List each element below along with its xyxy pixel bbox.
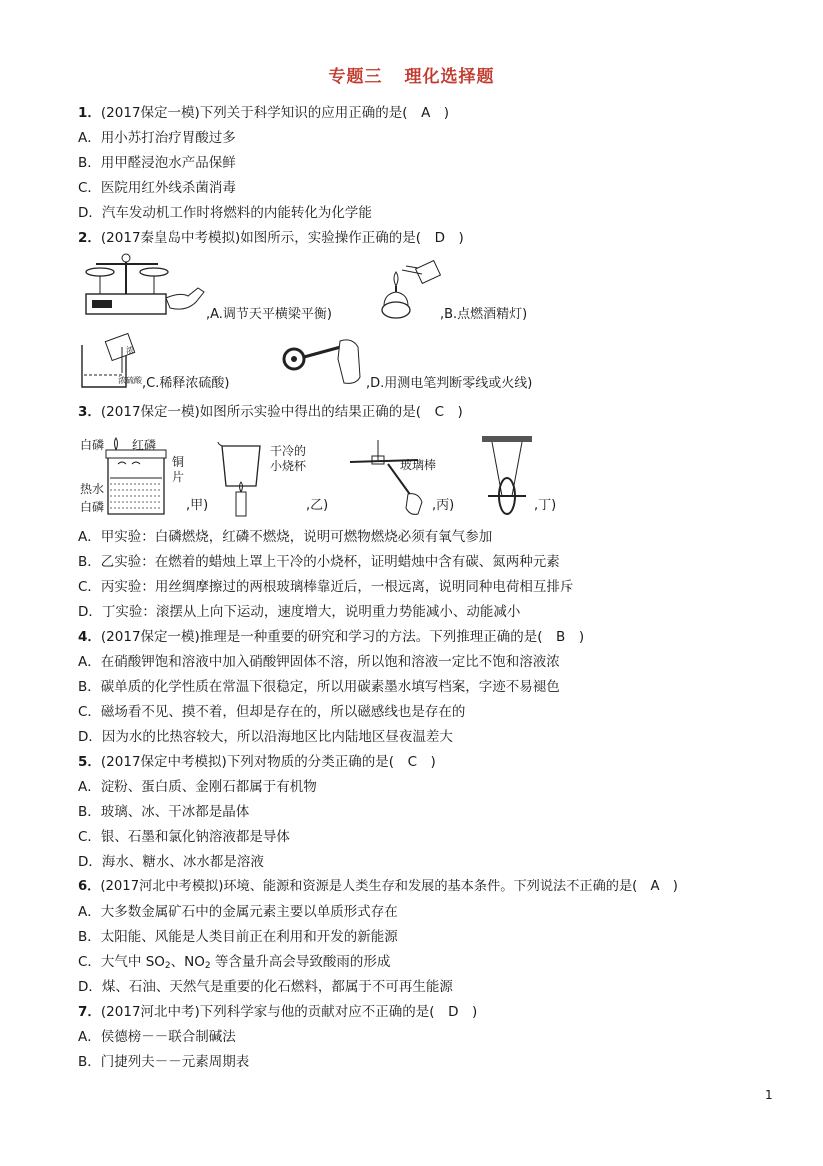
q3-option-a: A．甲实验：白磷燃烧，红磷不燃烧，说明可燃物燃烧必须有氧气参加 <box>78 529 493 545</box>
balance-figure <box>78 250 206 322</box>
question-6-stem: 6．(2017河北中考模拟)环境、能源和资源是人类生存和发展的基本条件。下列说法不正确的是( A ) <box>78 879 678 894</box>
dry-cold-label: 干冷的 <box>270 444 307 458</box>
q3-option-b: B．乙实验：在燃着的蜡烛上罩上干冷的小烧杯，证明蜡烛中含有碳、氮两种元素 <box>78 554 560 570</box>
q5-option-a: A．淀粉、蛋白质、金刚石都属于有机物 <box>78 779 317 795</box>
q3-caption-yi: ,乙) <box>306 498 329 513</box>
alcohol-lamp-figure <box>378 262 446 322</box>
question-2-stem: 2．(2017秦皇岛中考模拟)如图所示，实验操作正确的是( D ) <box>78 230 464 246</box>
q5-option-c: C．银、石墨和氯化钠溶液都是导体 <box>78 829 290 845</box>
q1-option-c: C．医院用红外线杀菌消毒 <box>78 180 236 196</box>
glass-rod-label: 玻璃棒 <box>400 458 437 472</box>
q4-option-b: B．碳单质的化学性质在常温下很稳定，所以用碳素墨水填写档案，字迹不易褪色 <box>78 679 560 695</box>
q1-option-b: B．用甲醛浸泡水产品保鲜 <box>78 155 236 171</box>
q3-caption-bing: ,丙) <box>432 498 455 513</box>
q6-option-a: A．大多数金属矿石中的金属元素主要以单质形式存在 <box>78 904 398 920</box>
q6-option-d: D．煤、石油、天然气是重要的化石燃料，都属于不可再生能源 <box>78 979 453 995</box>
water-label: 浓硫酸 <box>118 376 142 385</box>
test-pen-figure <box>282 335 372 391</box>
q3-caption-ding: ,丁) <box>534 498 557 513</box>
q5-option-b: B．玻璃、冰、干冰都是晶体 <box>78 804 250 820</box>
maxwell-wheel-figure <box>478 436 536 520</box>
q2-caption-a: ,A.调节天平横梁平衡) <box>206 307 333 322</box>
glass-rod-figure <box>346 440 436 518</box>
q3-caption-jia: ,甲) <box>186 498 209 513</box>
q4-option-d: D．因为水的比热容较大，所以沿海地区比内陆地区昼夜温差大 <box>78 729 453 745</box>
question-1-stem: 1．(2017保定一模)下列关于科学知识的应用正确的是( A ) <box>78 105 450 121</box>
q1-option-d: D．汽车发动机工作时将燃料的内能转化为化学能 <box>78 205 372 221</box>
q3-option-c: C．丙实验：用丝绸摩擦过的两根玻璃棒靠近后，一根远离，说明同种电荷相互排斥 <box>78 579 574 595</box>
acid-label: 浓 <box>126 346 134 355</box>
hot-water-label: 热水 <box>80 482 105 496</box>
q6-option-b: B．太阳能、风能是人类目前正在利用和开发的新能源 <box>78 929 398 945</box>
small-beaker-label: 小烧杯 <box>270 459 307 473</box>
q4-option-c: C．磁场看不见、摸不着，但却是存在的，所以磁感线也是存在的 <box>78 704 466 720</box>
q4-option-a: A．在硝酸钾饱和溶液中加入硝酸钾固体不溶，所以饱和溶液一定比不饱和溶液浓 <box>78 654 560 670</box>
q7-option-b: B．门捷列夫－－元素周期表 <box>78 1054 250 1070</box>
page-title: 专题三 理化选择题 <box>328 67 495 87</box>
white-phosphorus-label: 白磷 <box>80 438 105 452</box>
q6-option-c: C．大气中 $SO_2$、$NO_2$ 等含量升高会导致酸雨的形成 <box>78 954 391 971</box>
q5-option-d: D．海水、糖水、冰水都是溶液 <box>78 854 264 870</box>
copper-label: 铜 <box>172 455 185 469</box>
page-number: 1 <box>765 1088 773 1102</box>
q2-caption-b: ,B.点燃酒精灯) <box>440 307 528 322</box>
white-phosphorus-label-2: 白磷 <box>80 500 105 514</box>
question-5-stem: 5．(2017保定中考模拟)下列对物质的分类正确的是( C ) <box>78 754 436 770</box>
q2-caption-c: ,C.稀释浓硫酸) <box>142 376 230 391</box>
question-7-stem: 7．(2017河北中考)下列科学家与他的贡献对应不正确的是( D ) <box>78 1004 478 1020</box>
red-phosphorus-label: 红磷 <box>132 438 157 452</box>
q3-option-d: D．丁实验：滚摆从上向下运动，速度增大，说明重力势能减小、动能减小 <box>78 604 521 620</box>
q1-option-a: A．用小苏打治疗胃酸过多 <box>78 130 236 146</box>
q7-option-a: A．侯德榜－－联合制碱法 <box>78 1029 236 1045</box>
question-3-stem: 3．(2017保定一模)如图所示实验中得出的结果正确的是( C ) <box>78 404 463 420</box>
sheet-label: 片 <box>172 470 185 484</box>
q2-caption-d: ,D.用测电笔判断零线或火线) <box>366 376 533 391</box>
question-4-stem: 4．(2017保定一模)推理是一种重要的研究和学习的方法。下列推理正确的是( B ) <box>78 629 585 645</box>
